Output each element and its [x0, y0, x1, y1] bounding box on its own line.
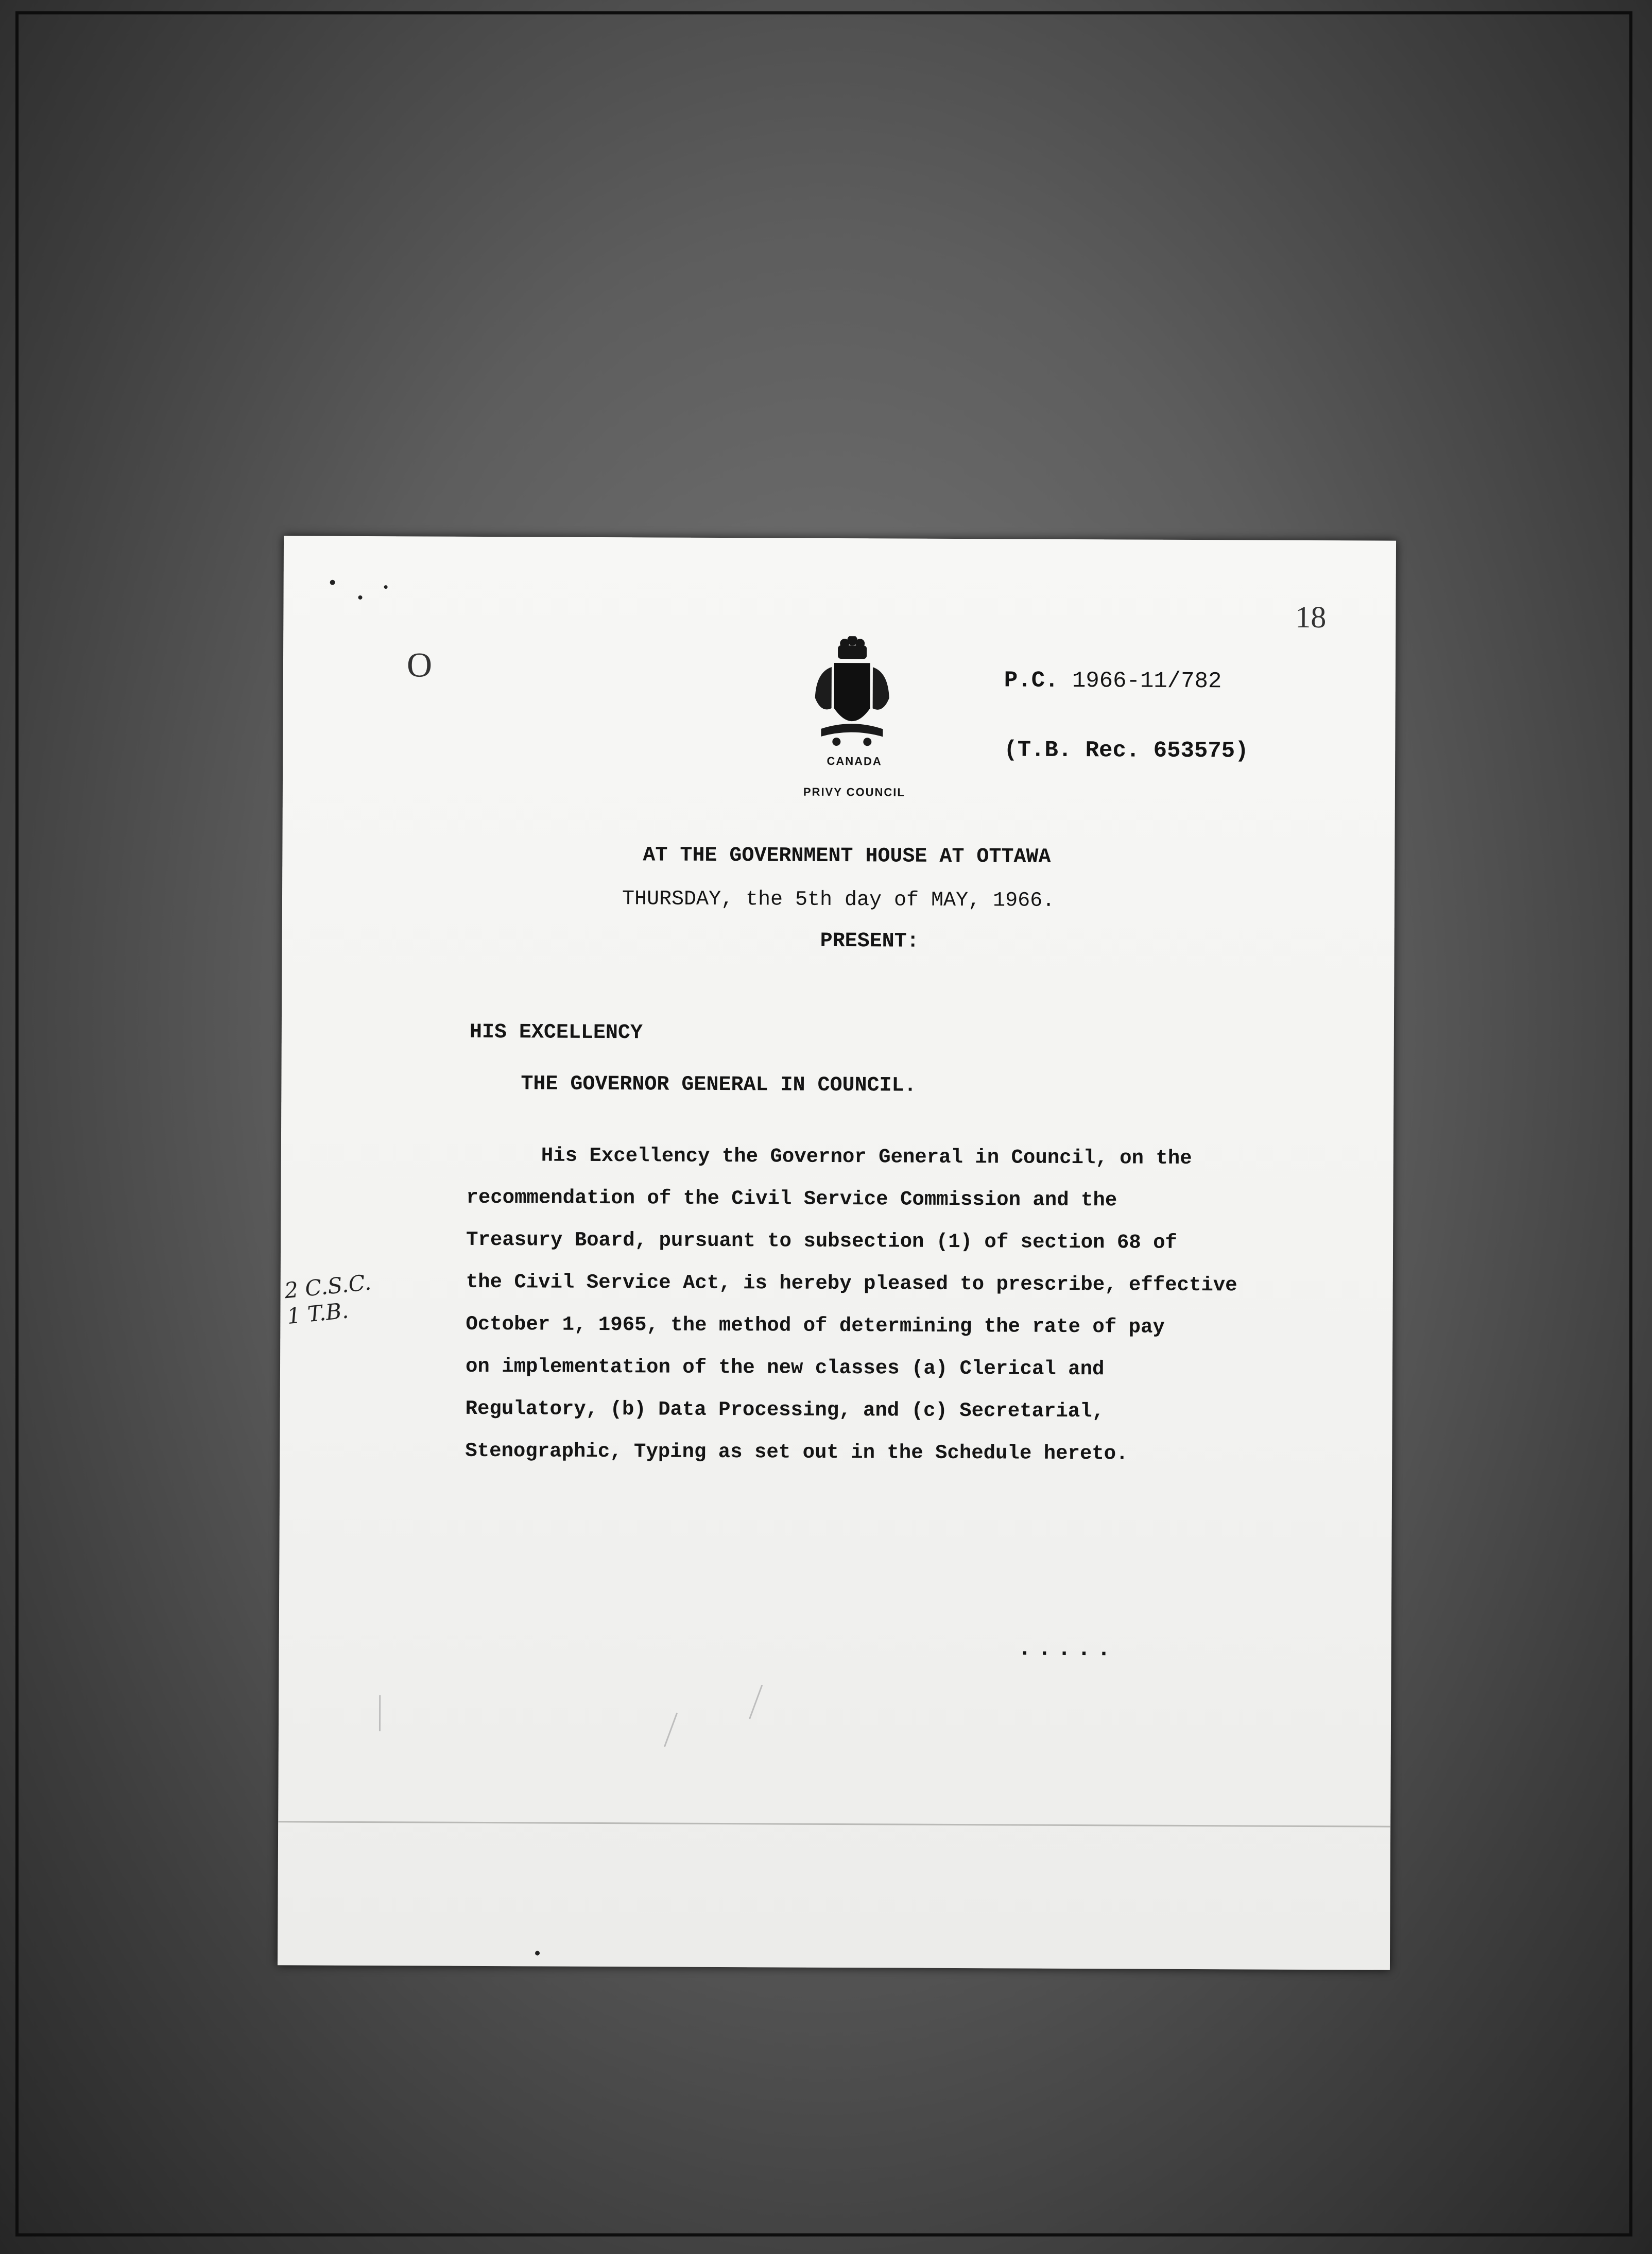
- handwritten-margin-note: [283, 1268, 396, 1330]
- page-number: 18: [1295, 600, 1327, 635]
- crest-label-privy-council: PRIVY COUNCIL: [803, 785, 905, 799]
- margin-note-line-1: 2 C.S.C.: [283, 1269, 372, 1304]
- treasury-board-reference: (T.B. Rec. 653575): [1004, 737, 1249, 764]
- speck: [330, 580, 335, 585]
- salutation-line-2: THE GOVERNOR GENERAL IN COUNCIL.: [521, 1072, 917, 1098]
- date-line: THURSDAY, the 5th day of MAY, 1966.: [622, 887, 1055, 913]
- salutation-line-1: HIS EXCELLENCY: [469, 1020, 643, 1045]
- pencil-mark: [749, 1685, 763, 1719]
- margin-note-line-2: 1 T.B.: [286, 1297, 350, 1329]
- pc-prefix: P.C.: [1004, 668, 1059, 694]
- speck: [384, 585, 388, 589]
- body-line: October 1, 1965, the method of determining the rate of pay: [466, 1312, 1165, 1339]
- pencil-mark: [379, 1695, 381, 1731]
- document-page: [278, 536, 1396, 1970]
- fold-line: [278, 1821, 1390, 1827]
- location-heading: AT THE GOVERNMENT HOUSE AT OTTAWA: [643, 844, 1051, 869]
- pencil-mark: [664, 1713, 678, 1747]
- present-heading: PRESENT:: [820, 929, 919, 953]
- body-line: on implementation of the new classes (a) Clerical and: [465, 1355, 1105, 1381]
- pc-number: 1966-11/782: [1072, 668, 1222, 695]
- order-body-paragraph: [465, 1134, 1373, 1476]
- canada-coat-of-arms-icon: [805, 636, 899, 755]
- body-line: His Excellency the Governor General in Council, on the: [541, 1144, 1192, 1170]
- speck: [535, 1951, 540, 1955]
- crest-label-canada: CANADA: [827, 754, 882, 768]
- margin-circle-mark: O: [406, 645, 433, 685]
- order-in-council-number: [1004, 668, 1222, 694]
- continuation-dots: .....: [1018, 1636, 1117, 1663]
- body-line: Regulatory, (b) Data Processing, and (c) Secretarial,: [465, 1397, 1105, 1423]
- body-line: Treasury Board, pursuant to subsection (1) of section 68 of: [466, 1228, 1178, 1254]
- body-line: the Civil Service Act, is hereby pleased to prescribe, effective: [466, 1270, 1237, 1297]
- speck: [358, 595, 363, 600]
- body-line: Stenographic, Typing as set out in the Schedule hereto.: [465, 1439, 1128, 1465]
- body-line: recommendation of the Civil Service Commission and the: [466, 1186, 1117, 1212]
